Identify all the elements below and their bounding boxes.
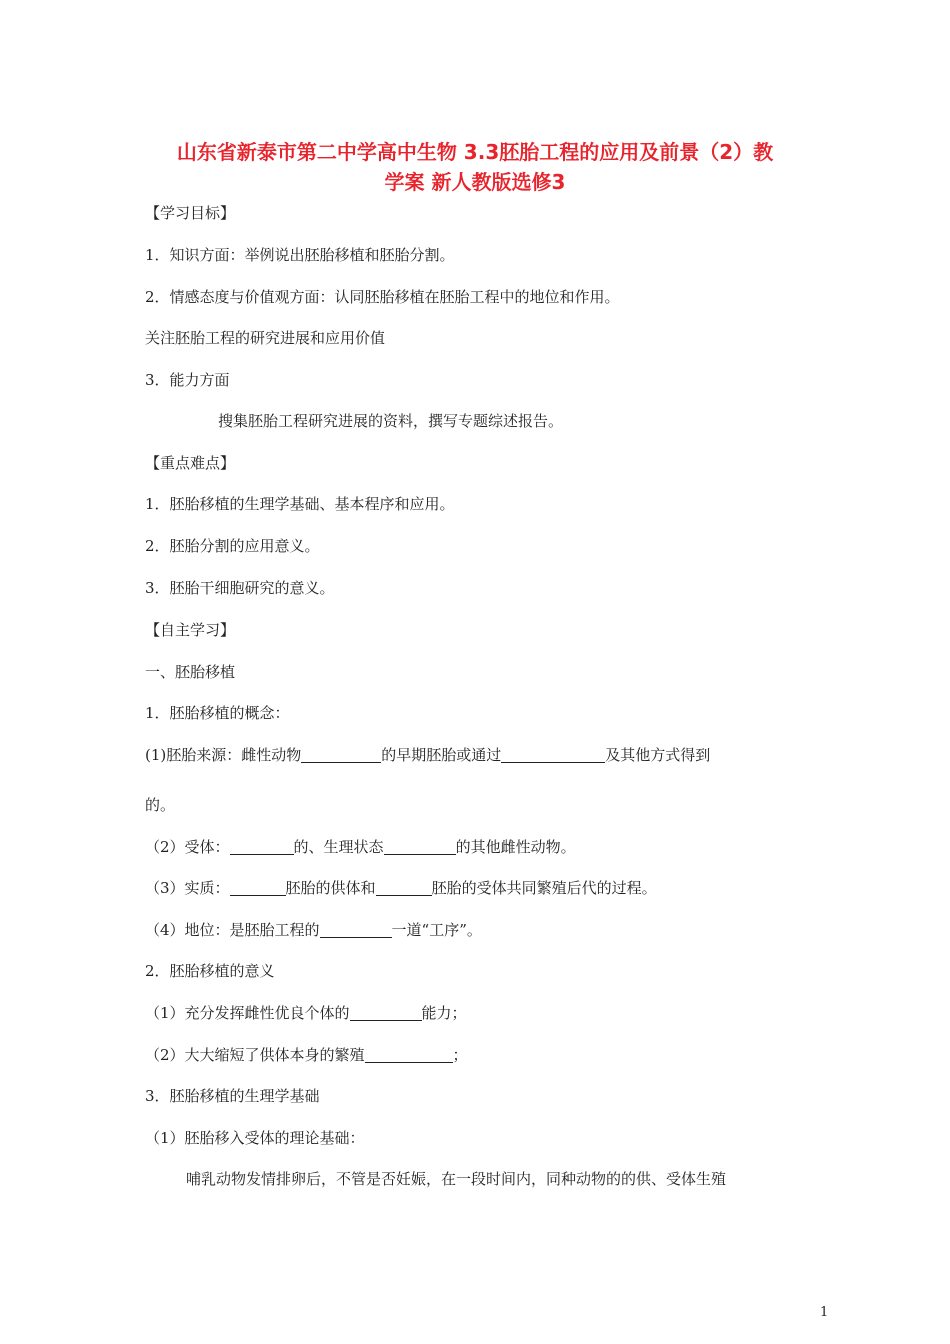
recipient-text-b: 的、生理状态: [293, 838, 384, 856]
essence-text-b: 胚胎的供体和: [285, 879, 376, 897]
position-text-a: （4）地位：是胚胎工程的: [145, 921, 320, 939]
source-text-b: 的早期胚胎或通过: [381, 746, 502, 764]
meaning-item-1: [145, 1002, 467, 1023]
essence-line: [145, 877, 657, 898]
fill-blank[interactable]: [376, 880, 432, 896]
goal-item-3: 3．能力方面: [145, 371, 230, 389]
fill-blank[interactable]: [384, 839, 456, 855]
fill-blank[interactable]: [230, 880, 286, 896]
fill-blank[interactable]: [320, 922, 392, 938]
recipient-text-a: （2）受体：: [145, 838, 230, 856]
self-study-heading: 【自主学习】: [145, 621, 236, 639]
essence-text-a: （3）实质：: [145, 879, 230, 897]
basis-heading: 3．胚胎移植的生理学基础: [145, 1087, 320, 1105]
key-point-2: 2．胚胎分割的应用意义。: [145, 537, 320, 555]
meaning-heading: 2．胚胎移植的意义: [145, 962, 275, 980]
section-embryo-transfer: 一、胚胎移植: [145, 663, 236, 681]
goals-heading: 【学习目标】: [145, 204, 236, 222]
meaning-2-text-b: ；: [452, 1046, 468, 1064]
meaning-2-text-a: （2）大大缩短了供体本身的繁殖: [145, 1046, 365, 1064]
page-number: 1: [820, 1305, 829, 1320]
basis-item-1: （1）胚胎移入受体的理论基础：: [145, 1129, 365, 1147]
key-point-1: 1．胚胎移植的生理学基础、基本程序和应用。: [145, 495, 455, 513]
fill-blank[interactable]: [301, 747, 381, 763]
document-title-line-2: 学案 新人教版选修3: [384, 170, 566, 194]
position-text-b: 一道“工序”。: [391, 921, 482, 939]
meaning-1-text-a: （1）充分发挥雌性优良个体的: [145, 1004, 350, 1022]
goal-item-2: 2．情感态度与价值观方面：认同胚胎移植在胚胎工程中的地位和作用。: [145, 288, 620, 306]
position-line: [145, 919, 482, 940]
source-line: [145, 744, 710, 765]
source-text-c: 及其他方式得到: [605, 746, 711, 764]
source-text-a: (1)胚胎来源：雌性动物: [145, 746, 302, 764]
key-point-3: 3．胚胎干细胞研究的意义。: [145, 579, 335, 597]
goal-item-2-continued: 关注胚胎工程的研究进展和应用价值: [145, 329, 386, 347]
fill-blank[interactable]: [365, 1047, 453, 1063]
recipient-text-c: 的其他雌性动物。: [455, 838, 576, 856]
fill-blank[interactable]: [350, 1005, 422, 1021]
meaning-item-2: [145, 1044, 468, 1065]
key-points-heading: 【重点难点】: [145, 454, 236, 472]
goal-item-1: 1．知识方面：举例说出胚胎移植和胚胎分割。: [145, 246, 455, 264]
document-title-line-1: 山东省新泰市第二中学高中生物 3.3胚胎工程的应用及前景（2）教: [176, 140, 774, 164]
goal-item-3-detail: 搜集胚胎工程研究进展的资料，撰写专题综述报告。: [218, 412, 564, 430]
fill-blank[interactable]: [501, 747, 605, 763]
basis-item-1-text: 哺乳动物发情排卵后，不管是否妊娠，在一段时间内，同种动物的的供、受体生殖: [186, 1170, 727, 1188]
fill-blank[interactable]: [230, 839, 294, 855]
meaning-1-text-b: 能力；: [421, 1004, 467, 1022]
concept-heading: 1．胚胎移植的概念：: [145, 704, 290, 722]
source-line-continued: 的。: [145, 796, 176, 814]
essence-text-c: 胚胎的受体共同繁殖后代的过程。: [431, 879, 657, 897]
recipient-line: [145, 836, 576, 857]
